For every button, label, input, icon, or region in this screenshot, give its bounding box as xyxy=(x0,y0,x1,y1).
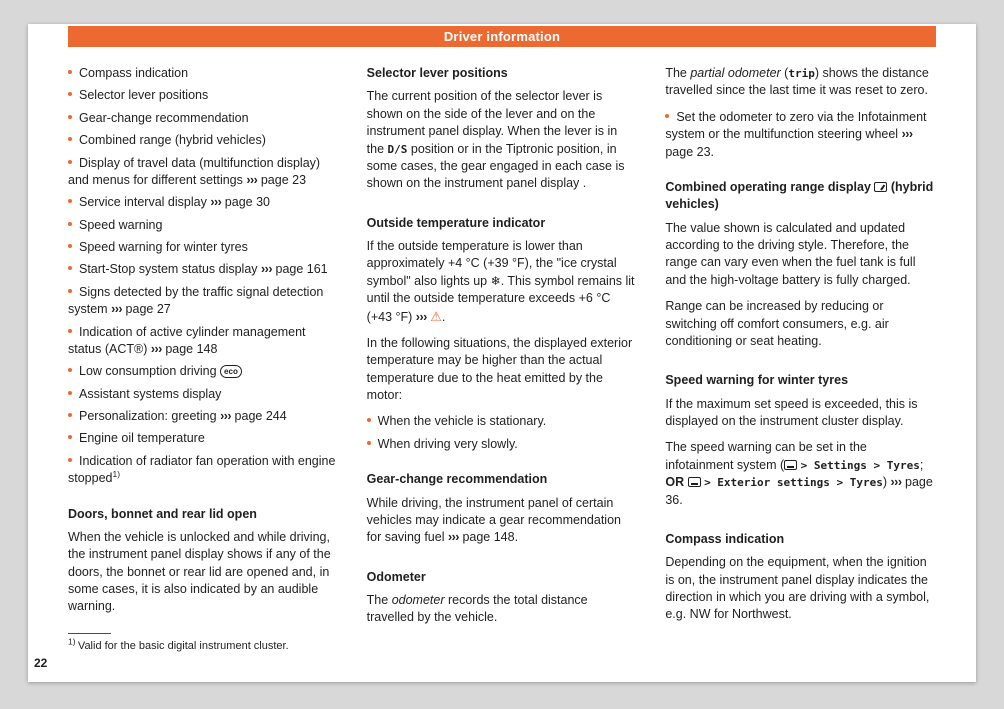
text-segment: page 148. xyxy=(458,530,519,545)
bullet-icon xyxy=(68,70,72,74)
paragraph xyxy=(665,439,936,509)
text-segment: Selector lever positions xyxy=(79,88,209,103)
text-segment: OR xyxy=(665,475,685,490)
text-segment: odometer xyxy=(391,593,445,607)
text-segment: If the outside temperature is lower than approximately +4 °C (+39 °F), the "ice crystal symbol" also lights up xyxy=(366,239,617,288)
text-segment: records the total distance travelled by the vehicle. xyxy=(366,593,588,625)
text-segment: Speed warning for winter tyres xyxy=(665,373,849,388)
paragraph xyxy=(665,65,936,100)
text-segment: Signs detected by the traffic signal detection system xyxy=(68,284,324,317)
text-segment: partial odometer xyxy=(690,66,781,80)
text-segment: The xyxy=(366,593,392,607)
text-segment: The current position of the selector lever is shown on the side of the lever and on the instrument panel display. When the lever is in the xyxy=(366,89,618,156)
text-segment: Personalization: greeting xyxy=(79,409,221,423)
text-segment: 1) xyxy=(112,468,121,479)
text-segment: position or in the Tiptronic position, in some cases, the gear engaged in each case is shown on the instrument panel display . xyxy=(366,141,625,191)
text-segment: Combined operating range display xyxy=(665,179,875,194)
warning-icon: ⚠ xyxy=(430,308,442,324)
text-segment: Set the odometer to zero via the Infotainment system or the multifunction steering wheel xyxy=(665,109,927,142)
text-segment: Compass indication xyxy=(79,66,189,80)
bullet-icon xyxy=(68,244,72,248)
text-segment: When the vehicle is unlocked and while driving, the instrument panel display shows if any of the doors, the bonnet or rear lid are opened and, in some cases, it is also indicated by an audible warning. xyxy=(68,529,331,614)
bullet-icon xyxy=(68,115,72,119)
text-segment: Gear-change recommendation xyxy=(366,472,548,487)
text-segment: Depending on the equipment, when the ignition is on, the instrument panel display indicates the direction in which you are driving with a symbol, e.g. NW for Northwest. xyxy=(665,555,930,622)
text-segment: ››› xyxy=(261,262,273,277)
list-item xyxy=(68,284,339,319)
paragraph xyxy=(665,554,936,624)
list-item xyxy=(367,436,638,453)
bullet-icon xyxy=(68,266,72,270)
text-segment: Start-Stop system status display xyxy=(79,262,262,277)
list-item xyxy=(68,324,339,359)
text-segment: trip xyxy=(788,67,815,80)
list-item xyxy=(68,386,339,403)
text-segment: page 30 xyxy=(221,195,270,210)
text-segment: > Exterior settings > Tyres xyxy=(704,476,883,490)
range-icon xyxy=(874,182,887,192)
text-segment: Valid for the basic digital instrument cluster. xyxy=(77,639,289,652)
text-segment: ; xyxy=(919,457,924,472)
text-segment: The value shown is calculated and updated according to the driving style. Therefore, the range can vary even when the fuel tank is full and the high-voltage battery is fully charged. xyxy=(665,220,916,287)
text-segment: page 27 xyxy=(122,302,171,317)
text-segment: Combined range (hybrid vehicles) xyxy=(79,133,266,148)
section-heading xyxy=(367,65,638,82)
bullet-icon xyxy=(68,435,72,439)
text-segment: ) shows the distance travelled since the last time it was reset to zero. xyxy=(665,66,929,98)
text-segment: When driving very slowly. xyxy=(377,436,518,451)
paragraph xyxy=(367,495,638,547)
bullet-icon xyxy=(367,441,371,445)
bullet-icon xyxy=(68,137,72,141)
text-segment: ››› xyxy=(890,475,902,490)
text-segment: Service interval display xyxy=(79,195,211,210)
text-segment: ››› xyxy=(210,195,222,210)
text-segment: Indication of active cylinder management status (ACT®) xyxy=(68,324,306,356)
text-segment: page 244 xyxy=(231,409,287,423)
text-segment: . xyxy=(441,309,446,324)
paragraph xyxy=(367,335,638,405)
paragraph xyxy=(367,592,638,627)
display-icon xyxy=(688,477,701,487)
text-segment: ››› xyxy=(447,530,459,545)
text-segment: Speed warning xyxy=(79,217,163,232)
text-segment: ( xyxy=(780,66,789,80)
text-segment: Assistant systems display xyxy=(79,386,222,401)
text-segment: Engine oil temperature xyxy=(79,431,205,446)
content-columns xyxy=(68,65,936,654)
paragraph xyxy=(68,529,339,616)
bullet-icon xyxy=(68,329,72,333)
text-segment: 1) xyxy=(68,636,78,647)
text-segment: Speed warning for winter tyres xyxy=(79,240,248,254)
text-segment: Range can be increased by reducing or switching off comfort consumers, e.g. air conditioning or seat heating. xyxy=(665,299,889,348)
snowflake-icon: ❄ xyxy=(490,273,501,288)
list-item xyxy=(68,239,339,256)
bullet-icon xyxy=(68,222,72,226)
eco-icon: eco xyxy=(220,365,242,378)
paragraph xyxy=(367,88,638,192)
bullet-icon xyxy=(68,289,72,293)
text-segment: . This symbol remains lit until the outside temperature exceeds +6 °C (+43 °F) xyxy=(366,273,635,324)
text-segment: (hybrid vehicles) xyxy=(665,179,934,212)
text-segment: page 23. xyxy=(665,144,715,159)
text-segment: The xyxy=(665,66,691,80)
bullet-icon xyxy=(68,458,72,462)
list-item xyxy=(68,110,339,127)
column-1 xyxy=(68,65,339,654)
list-item xyxy=(68,155,339,190)
paragraph xyxy=(367,238,638,326)
display-icon xyxy=(784,460,797,470)
list-item xyxy=(68,194,339,211)
paragraph xyxy=(665,220,936,290)
section-heading xyxy=(367,215,638,232)
list-item xyxy=(68,430,339,447)
text-segment: page 148 xyxy=(161,341,218,356)
footnote-rule xyxy=(68,633,111,634)
list-item xyxy=(367,413,638,430)
section-heading xyxy=(665,531,936,548)
list-item xyxy=(68,65,339,82)
footnote-text xyxy=(68,636,289,652)
text-segment: Outside temperature indicator xyxy=(366,215,546,230)
text-segment: The speed warning can be set in the infotainment system ( xyxy=(665,440,867,472)
text-segment: page 36. xyxy=(665,475,933,507)
section-heading xyxy=(665,372,936,389)
text-segment: In the following situations, the displayed exterior temperature may be higher than the actual temperature due to the heat emitted by the motor: xyxy=(366,335,633,402)
text-segment: When the vehicle is stationary. xyxy=(377,414,547,429)
column-2 xyxy=(367,65,638,654)
list-item xyxy=(68,132,339,149)
page-sheet xyxy=(28,24,976,682)
text-segment: D/S xyxy=(387,142,408,156)
section-heading xyxy=(367,471,638,488)
section-heading xyxy=(665,179,936,214)
bullet-icon xyxy=(367,418,371,422)
text-segment: page 23 xyxy=(257,172,307,187)
text-segment: ››› xyxy=(111,302,123,317)
section-heading xyxy=(367,569,638,586)
text-segment: While driving, the instrument panel of certain vehicles may indicate a gear recommendation for saving fuel xyxy=(366,495,621,545)
bullet-icon xyxy=(68,92,72,96)
text-segment: ››› xyxy=(220,409,232,423)
list-item xyxy=(68,408,339,425)
text-segment: Indication of radiator fan operation with engine stopped xyxy=(68,453,336,486)
list-item xyxy=(68,87,339,104)
text-segment: page 161 xyxy=(272,262,328,277)
text-segment: Low consumption driving xyxy=(79,364,221,379)
footnote xyxy=(68,625,339,654)
section-heading xyxy=(68,506,339,523)
list-item xyxy=(68,363,339,380)
list-item xyxy=(68,453,339,488)
bullet-icon xyxy=(665,114,669,118)
text-segment: ››› xyxy=(415,309,427,324)
page-title: Driver information xyxy=(443,29,561,44)
text-segment: ››› xyxy=(901,127,913,142)
text-segment: ››› xyxy=(246,172,258,187)
column-3 xyxy=(665,65,936,654)
bullet-icon xyxy=(68,413,72,417)
text-segment: If the maximum set speed is exceeded, this is displayed on the instrument cluster display. xyxy=(665,396,918,428)
bullet-icon xyxy=(68,199,72,203)
text-segment: > Settings > Tyres xyxy=(800,458,920,472)
text-segment: Compass indication xyxy=(665,531,785,546)
page-header-bar xyxy=(68,26,936,47)
text-segment: Display of travel data (multifunction display) and menus for different settings xyxy=(68,155,321,187)
list-item xyxy=(68,261,339,278)
bullet-icon xyxy=(68,160,72,164)
paragraph xyxy=(665,396,936,431)
text-segment: Gear-change recommendation xyxy=(79,110,249,125)
paragraph xyxy=(665,298,936,350)
text-segment: Doors, bonnet and rear lid open xyxy=(68,506,257,521)
text-segment: ››› xyxy=(150,341,162,356)
page-number: 22 xyxy=(34,656,48,670)
bullet-icon xyxy=(68,368,72,372)
list-item xyxy=(68,217,339,234)
text-segment: ) xyxy=(882,475,891,490)
text-segment: Odometer xyxy=(366,569,426,584)
bullet-icon xyxy=(68,391,72,395)
text-segment: Selector lever positions xyxy=(366,66,508,80)
list-item xyxy=(665,109,936,161)
